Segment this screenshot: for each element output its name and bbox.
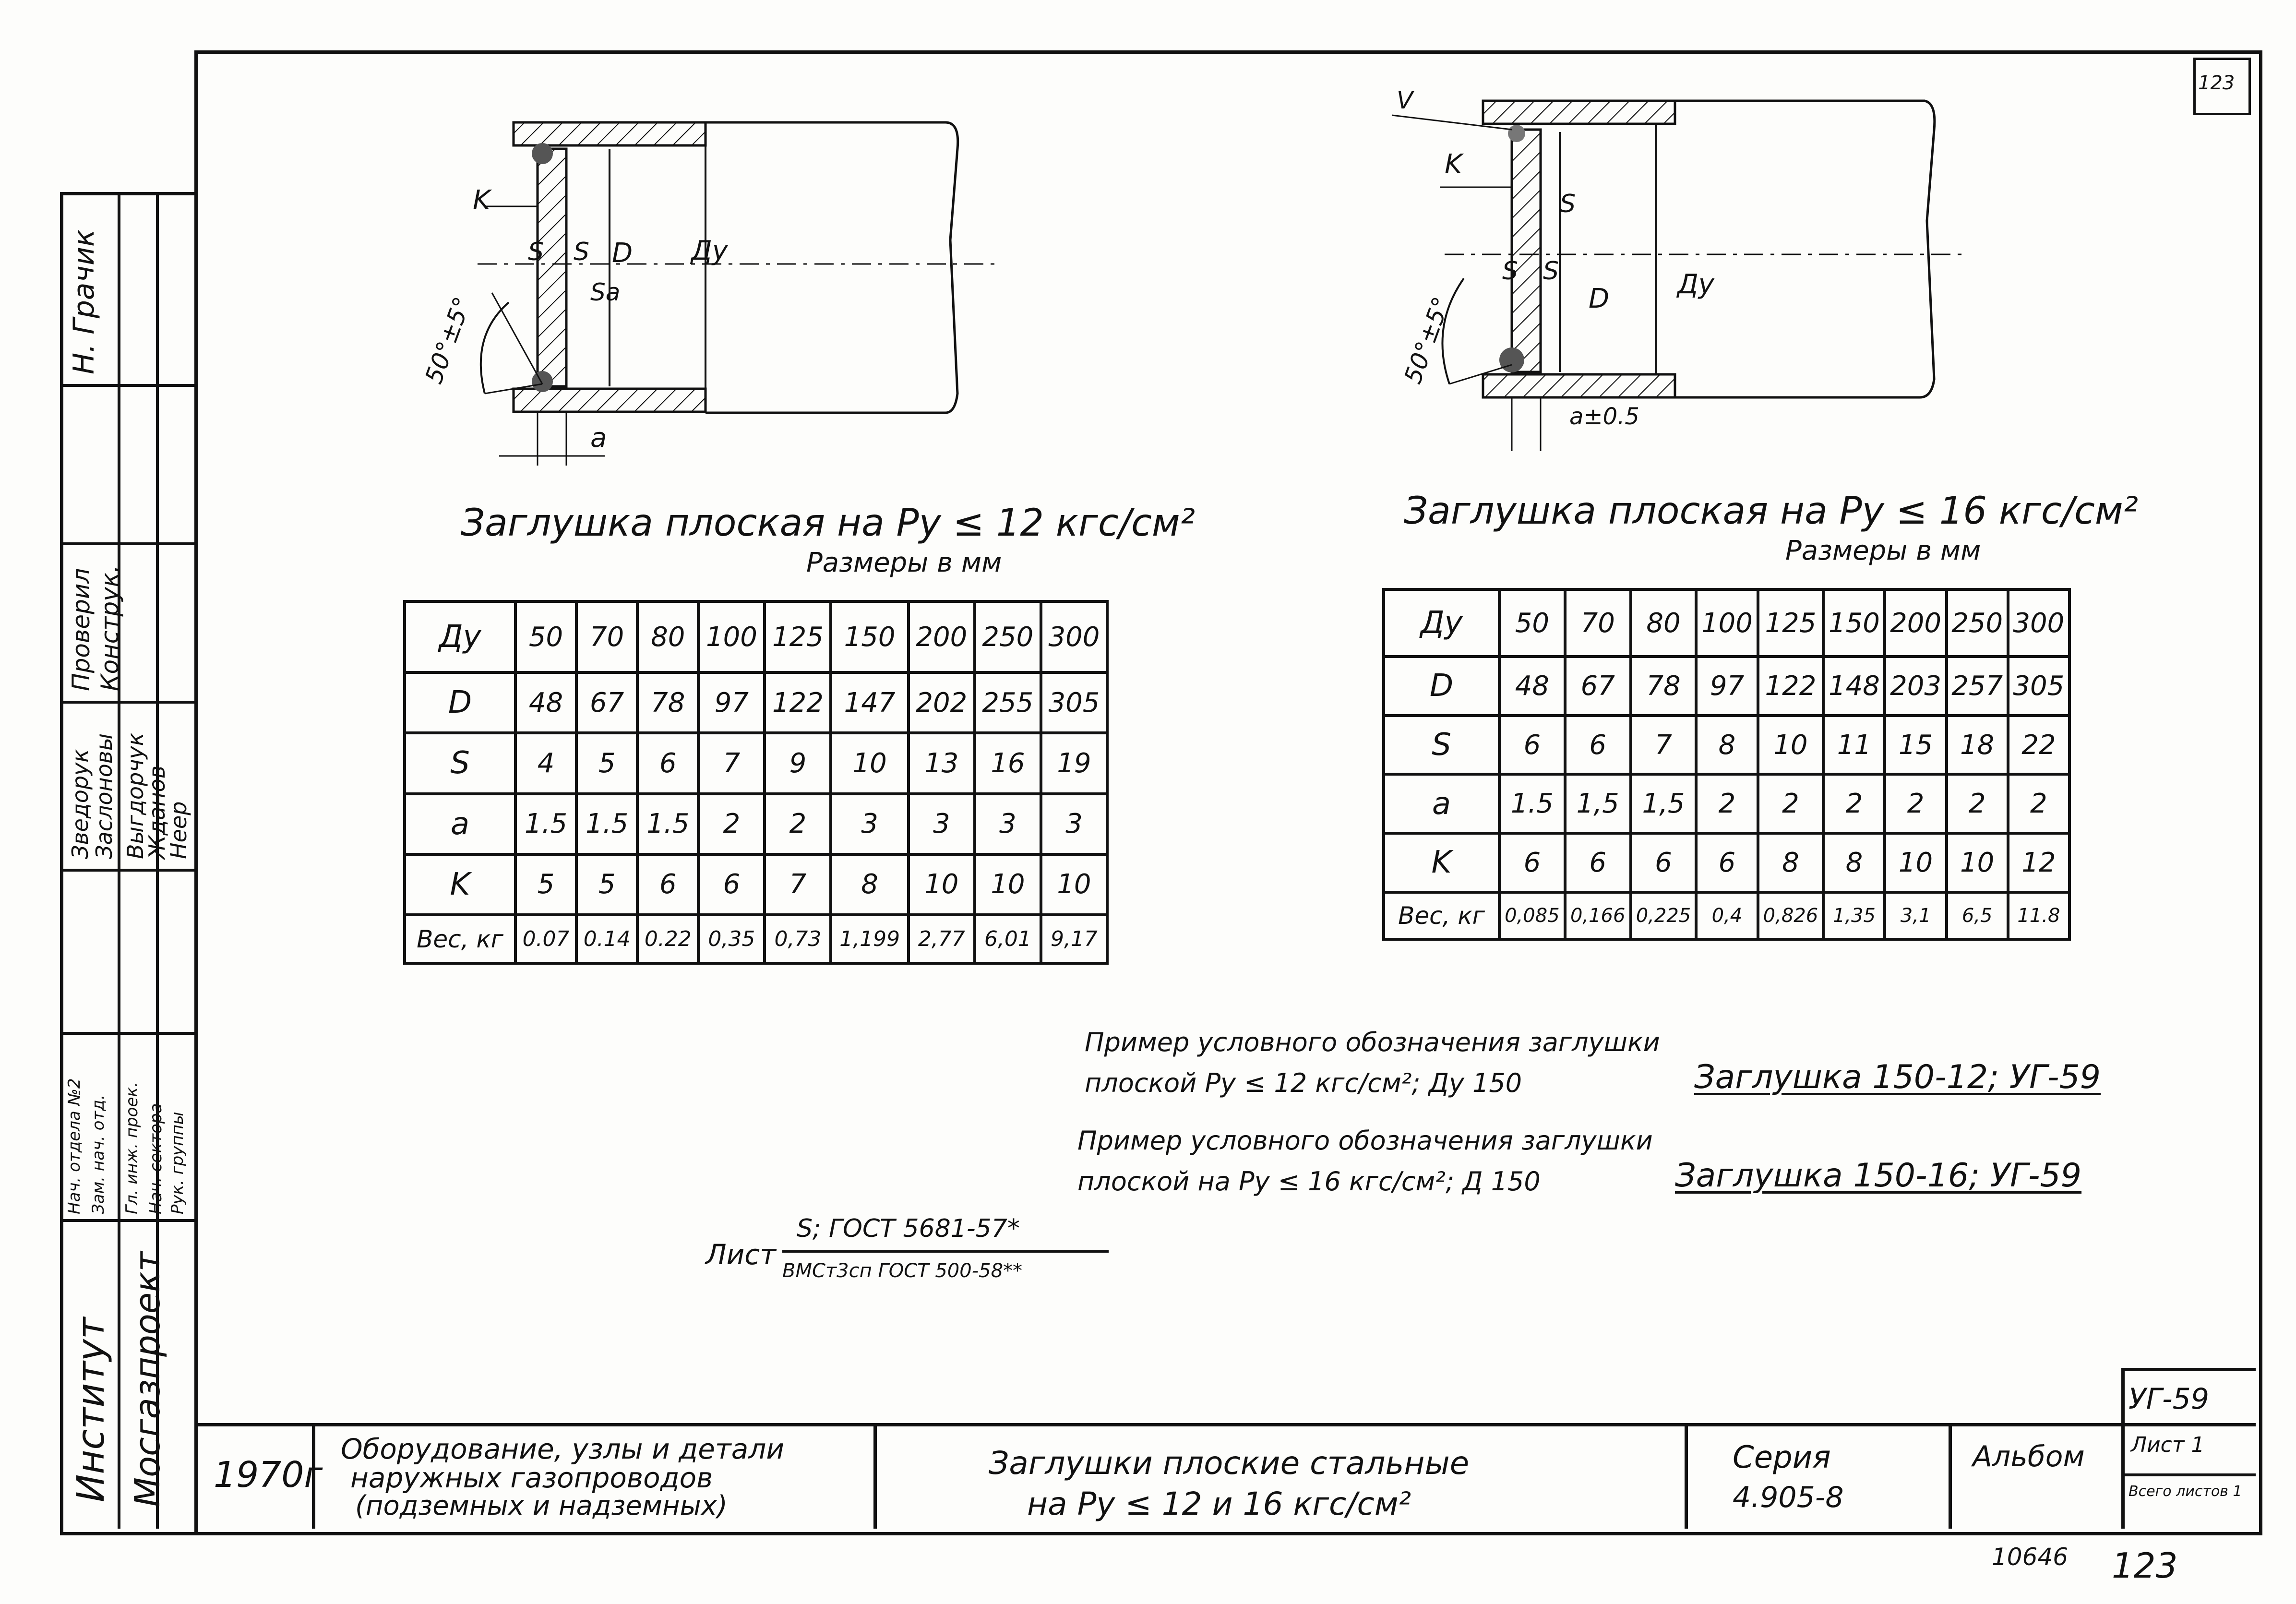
title-block-div-5: [2121, 1368, 2125, 1529]
row-label: K: [405, 854, 515, 915]
cell: 122: [1758, 657, 1824, 716]
side-hline-2: [60, 1219, 194, 1222]
example-2-line1: Пример условного обозначения заглушки: [1077, 1125, 1653, 1156]
cell: 305: [1041, 672, 1107, 733]
cell: 80: [1631, 589, 1697, 657]
left-title: Заглушка плоская на Pу ≤ 12 кгс/см²: [461, 502, 1195, 545]
cell: 5: [515, 854, 576, 915]
cell: 250: [975, 601, 1041, 672]
work-title-3: (подземных и надземных): [355, 1490, 728, 1521]
row-label: D: [405, 672, 515, 733]
right-label-s3: S: [1543, 257, 1559, 286]
cell: 257: [1947, 657, 2008, 716]
side-hline-5: [60, 542, 194, 545]
checked-name: Конструк.: [96, 565, 124, 691]
row-label: K: [1384, 833, 1499, 892]
sheet-title-2: на Pу ≤ 12 и 16 кгс/см²: [1027, 1485, 1411, 1522]
table-row: [405, 915, 1107, 963]
work-title-2: наружных газопроводов: [350, 1461, 713, 1494]
cell: 2: [1885, 774, 1946, 833]
table-row: [1384, 657, 2069, 716]
role-3: Гл. инж. проек.: [122, 1082, 142, 1214]
row-label: Вес, кг: [1384, 892, 1499, 939]
cell: 100: [698, 601, 765, 672]
table-row: [1384, 716, 2069, 775]
cell: 78: [637, 672, 698, 733]
code-box-top: [2121, 1368, 2256, 1371]
cell: 50: [515, 601, 576, 672]
left-label-angle: 50°±5°: [419, 293, 477, 387]
cell: 305: [2008, 657, 2069, 716]
cell: 6: [637, 854, 698, 915]
cell: 6,01: [975, 915, 1041, 963]
cell: 0.14: [576, 915, 637, 963]
cell: 8: [1696, 716, 1758, 775]
cell: 67: [1565, 657, 1631, 716]
cell: 1.5: [576, 794, 637, 854]
left-label-s1: S: [528, 238, 544, 266]
cell: 15: [1885, 716, 1946, 775]
series-label: Серия: [1733, 1440, 1831, 1475]
cell: 2,77: [909, 915, 975, 963]
right-units: Размеры в мм: [1785, 535, 1981, 566]
left-units: Размеры в мм: [806, 547, 1002, 578]
example-1-line1: Пример условного обозначения заглушки: [1085, 1027, 1660, 1057]
title-block-div-2: [873, 1423, 877, 1529]
cell: 13: [909, 733, 975, 793]
table-row: [1384, 833, 2069, 892]
cell: 18: [1947, 716, 2008, 775]
cell: 11.8: [2008, 892, 2069, 939]
cell: 202: [909, 672, 975, 733]
cell: 1.5: [637, 794, 698, 854]
name-1: Зведорук: [67, 749, 93, 859]
name-2: Заслоновы: [91, 733, 117, 859]
right-label-angle: 50°±5°: [1399, 293, 1456, 387]
right-label-a: a±0.5: [1569, 403, 1639, 430]
year: 1970г: [214, 1454, 323, 1496]
title-block-div-4: [1949, 1423, 1952, 1529]
row-label: D: [1384, 657, 1499, 716]
sheet-box-line: [2121, 1473, 2256, 1476]
cell: 7: [1631, 716, 1697, 775]
cell: 80: [637, 601, 698, 672]
cell: 97: [1696, 657, 1758, 716]
right-label-D: D: [1589, 283, 1610, 314]
cell: 1,5: [1631, 774, 1697, 833]
left-label-a: a: [590, 422, 607, 454]
cell: 0.22: [637, 915, 698, 963]
cell: 2: [765, 794, 831, 854]
material-prefix: Лист: [706, 1238, 776, 1271]
work-title-1: Оборудование, узлы и детали: [341, 1433, 785, 1465]
cell: 6: [1631, 833, 1697, 892]
example-2-designation: Заглушка 150-16; УГ-59: [1675, 1157, 2082, 1195]
institute-label: Институт: [70, 1317, 113, 1502]
cell: 97: [698, 672, 765, 733]
right-label-s2: S: [1502, 257, 1519, 286]
cell: 19: [1041, 733, 1107, 793]
cell: 3: [975, 794, 1041, 854]
cell: 100: [1696, 589, 1758, 657]
row-label: a: [1384, 774, 1499, 833]
right-label-dy: Ду: [1677, 269, 1714, 300]
cell: 0,73: [765, 915, 831, 963]
role-2: Зам. нач. отд.: [89, 1094, 108, 1214]
example-2-line2: плоской на Pу ≤ 16 кгс/см²; Д 150: [1077, 1166, 1541, 1197]
role-4: Нач. сектора: [146, 1103, 166, 1214]
title-block-div-3: [1685, 1423, 1688, 1529]
cell: 2: [1823, 774, 1885, 833]
cell: 6: [637, 733, 698, 793]
right-label-k: K: [1445, 149, 1462, 180]
side-hline-3: [60, 869, 194, 872]
cell: 0,826: [1758, 892, 1824, 939]
cell: 125: [1758, 589, 1824, 657]
cell: 0,166: [1565, 892, 1631, 939]
cell: 3,1: [1885, 892, 1946, 939]
cell: 6: [698, 854, 765, 915]
cell: 0,085: [1499, 892, 1565, 939]
cell: 67: [576, 672, 637, 733]
cell: 9,17: [1041, 915, 1107, 963]
title-block-top-line: [194, 1423, 2256, 1426]
cell: 200: [909, 601, 975, 672]
checked-label: Проверил: [67, 568, 95, 691]
left-label-dy: Ду: [691, 235, 728, 266]
material-fraction-line: [782, 1250, 1109, 1253]
cell: 8: [831, 854, 908, 915]
row-label: S: [405, 733, 515, 793]
left-label-D: D: [612, 238, 633, 269]
row-label: a: [405, 794, 515, 854]
table-row: [405, 672, 1107, 733]
total-label: Всего листов 1: [2129, 1483, 2242, 1500]
cell: 1,35: [1823, 892, 1885, 939]
cell: 255: [975, 672, 1041, 733]
cell: 3: [1041, 794, 1107, 854]
cell: 6: [1499, 716, 1565, 775]
cell: 0.07: [515, 915, 576, 963]
left-plug-drawing: [398, 96, 1022, 480]
sheet-title-1: Заглушки плоские стальные: [989, 1445, 1470, 1482]
right-label-s1: S: [1560, 190, 1576, 218]
cell: 300: [1041, 601, 1107, 672]
drawing-code: УГ-59: [2129, 1382, 2209, 1416]
cell: 48: [515, 672, 576, 733]
cell: 48: [1499, 657, 1565, 716]
cell: 2: [698, 794, 765, 854]
cell: 203: [1885, 657, 1946, 716]
cell: 1.5: [515, 794, 576, 854]
left-label-sa: Sa: [590, 278, 621, 306]
cell: 16: [975, 733, 1041, 793]
cell: 6: [1499, 833, 1565, 892]
cell: 50: [1499, 589, 1565, 657]
row-label: Ду: [405, 601, 515, 672]
series-value: 4.905-8: [1733, 1481, 1844, 1514]
side-divider-1: [118, 192, 120, 1529]
institute-name: Мосгазпроект: [127, 1251, 167, 1507]
table-row: [405, 601, 1107, 672]
cell: 1.5: [1499, 774, 1565, 833]
left-label-k: K: [473, 185, 490, 216]
cell: 8: [1758, 833, 1824, 892]
cell: 2: [1696, 774, 1758, 833]
cell: 7: [698, 733, 765, 793]
cell: 0,4: [1696, 892, 1758, 939]
cell: 6,5: [1947, 892, 2008, 939]
example-1-designation: Заглушка 150-12; УГ-59: [1694, 1058, 2101, 1096]
cell: 2: [1758, 774, 1824, 833]
page-number-top: 123: [2198, 72, 2235, 94]
row-label: Ду: [1384, 589, 1499, 657]
cell: 200: [1885, 589, 1946, 657]
cell: 1,5: [1565, 774, 1631, 833]
table-row: [1384, 589, 2069, 657]
cell: 12: [2008, 833, 2069, 892]
name-5: Неер: [166, 801, 191, 859]
cell: 10: [831, 733, 908, 793]
page-number-bottom: 123: [2112, 1545, 2178, 1586]
row-label: Вес, кг: [405, 915, 515, 963]
cell: 300: [2008, 589, 2069, 657]
cell: 1,199: [831, 915, 908, 963]
cell: 10: [975, 854, 1041, 915]
cell: 70: [576, 601, 637, 672]
cell: 10: [909, 854, 975, 915]
role-5: Рук. группы: [168, 1112, 187, 1214]
left-dimension-table: [403, 600, 1109, 965]
cell: 10: [1041, 854, 1107, 915]
table-row: [1384, 892, 2069, 939]
cell: 3: [909, 794, 975, 854]
author-label: Н. Грачик: [67, 229, 101, 374]
table-row: [405, 854, 1107, 915]
name-3: Выгдорчук: [122, 732, 148, 859]
cell: 5: [576, 733, 637, 793]
cell: 4: [515, 733, 576, 793]
table-row: [1384, 774, 2069, 833]
side-hline-1: [60, 1032, 194, 1035]
row-label: S: [1384, 716, 1499, 775]
cell: 147: [831, 672, 908, 733]
left-label-s2: S: [574, 238, 590, 266]
cell: 70: [1565, 589, 1631, 657]
right-label-v: V: [1397, 86, 1413, 114]
cell: 11: [1823, 716, 1885, 775]
cell: 22: [2008, 716, 2069, 775]
side-hline-6: [60, 384, 194, 387]
cell: 78: [1631, 657, 1697, 716]
cell: 10: [1885, 833, 1946, 892]
cell: 122: [765, 672, 831, 733]
cell: 10: [1758, 716, 1824, 775]
cell: 125: [765, 601, 831, 672]
cell: 3: [831, 794, 908, 854]
cell: 6: [1565, 833, 1631, 892]
sheet-label: Лист 1: [2131, 1433, 2205, 1457]
cell: 5: [576, 854, 637, 915]
example-1-line2: плоской Pу ≤ 12 кгс/см²; Ду 150: [1085, 1068, 1522, 1098]
cell: 2: [1947, 774, 2008, 833]
cell: 150: [831, 601, 908, 672]
cell: 9: [765, 733, 831, 793]
cell: 0,35: [698, 915, 765, 963]
album-label: Альбом: [1973, 1440, 2085, 1473]
cell: 6: [1565, 716, 1631, 775]
cell: 250: [1947, 589, 2008, 657]
archive-number: 10646: [1992, 1543, 2069, 1571]
name-4: Жданов: [144, 766, 170, 859]
table-row: [405, 733, 1107, 793]
cell: 2: [2008, 774, 2069, 833]
cell: 7: [765, 854, 831, 915]
right-title: Заглушка плоская на Pу ≤ 16 кгс/см²: [1404, 490, 2138, 533]
cell: 150: [1823, 589, 1885, 657]
cell: 148: [1823, 657, 1885, 716]
material-numerator: S; ГОСТ 5681-57*: [797, 1214, 1020, 1243]
table-row: [405, 794, 1107, 854]
cell: 0,225: [1631, 892, 1697, 939]
cell: 6: [1696, 833, 1758, 892]
side-hline-4: [60, 701, 194, 704]
right-dimension-table: [1382, 588, 2071, 941]
cell: 8: [1823, 833, 1885, 892]
role-1: Нач. отдела №2: [65, 1078, 84, 1214]
material-denominator: ВМСт3сп ГОСТ 500-58**: [782, 1260, 1023, 1282]
cell: 10: [1947, 833, 2008, 892]
